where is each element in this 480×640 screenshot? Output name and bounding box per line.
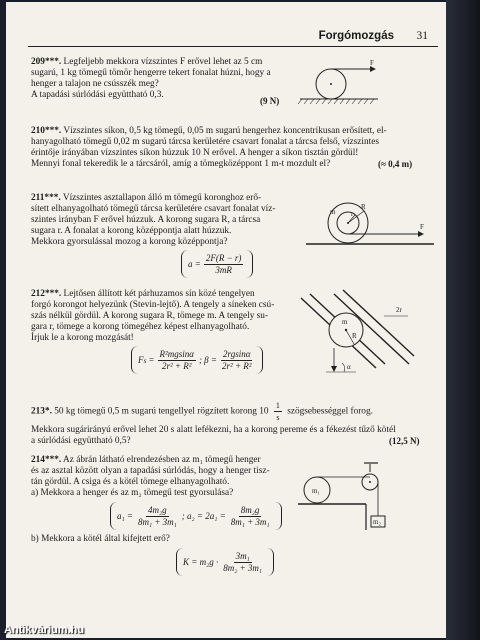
problem-text-line: sugara r. A fonalat a korong középpontja alatt húzzuk.: [31, 226, 232, 236]
formula-fraction: [158, 349, 196, 372]
problem-text-line: szögsebességgel forog.: [287, 406, 373, 417]
problem-text-line: Mekkora sugárirányú erővel lehet 20 s alatt lefékezni, ha a korong pereme és a fékezést tűző kötél: [31, 425, 396, 435]
problem-number: 213*.: [31, 406, 52, 417]
figure-disk-on-table: [306, 198, 436, 254]
problem-214: [31, 455, 301, 499]
problem-text-line: Mekkora gyorsulással mozog a korong középpontja?: [31, 237, 228, 247]
inner-radius-label: r: [351, 210, 354, 218]
force-label: F: [420, 223, 424, 231]
axle-label: 2r: [396, 306, 402, 314]
problem-text-line: forgó korongot helyezünk (Stevin-lejtő). A tengely a síneken csú-: [31, 300, 275, 310]
figure-cylinder-pull: [298, 60, 382, 108]
unit-denominator: s: [276, 413, 280, 422]
problem-text-line: szás nélkül gördül. A korong sugara R, tömege m. A tengely su-: [31, 311, 269, 321]
problem-number: 212***.: [31, 289, 62, 299]
formula-denominator: 2r² + R²: [222, 360, 252, 371]
formula-fraction: [229, 505, 272, 528]
problem-text-line: 50 kg tömegű 0,5 m sugarú tengellyel rögzített korong 10: [54, 406, 269, 417]
problem-text-line: A tapadási súrlódási együttható 0,3.: [31, 90, 164, 100]
problem-answer: (≈ 0,4 m): [378, 159, 413, 169]
problem-214-part-b: b) Mekkora a kötél által kifejtett erő?: [31, 534, 170, 544]
figure-stevin-incline: [296, 290, 416, 376]
problem-text-line: Mennyi fonal tekeredik le a tárcsáról, amíg a tömegközéppont 1 m-t mozdult el?: [31, 159, 331, 169]
book-page: [6, 2, 446, 638]
problem-text-line: érintője irányában vízszintes síkon húzzuk 10 N erővel. A henger a síkon tisztán gördül!: [31, 148, 359, 158]
outer-radius-label: R: [361, 203, 366, 211]
formula-lhs: a =: [188, 259, 201, 269]
problem-text-line: henger a talajon ne csússzék meg?: [31, 79, 159, 89]
figure-pulley-system: [298, 458, 394, 532]
problem-number: 211***.: [31, 193, 61, 203]
block-mass-label: m₂: [373, 518, 381, 526]
book-spine: [446, 0, 480, 640]
problem-answer: (12,5 N): [389, 436, 420, 446]
problem-text-line: Legfeljebb mekkora vízszintes F erővel lehet az 5 cm: [63, 57, 263, 67]
problem-text-line: Lejtősen állított két párhuzamos sín közé tengelyen: [63, 289, 255, 299]
angle-label: α: [347, 363, 351, 371]
formula-lhs: K = m₂g ·: [183, 557, 219, 567]
chapter-title: Forgómozgás: [318, 30, 394, 42]
problem-text-line: Írjuk le a korong mozgását!: [31, 333, 134, 343]
formula-fraction: [204, 253, 244, 276]
solution-formula-a: [110, 502, 282, 530]
formula-denominator: 8m₁ + 3m₁: [230, 516, 270, 527]
problem-text-line: sugarú, 1 kg tömegű tömör hengerre tekert fonalat húzni, hogy a: [31, 68, 271, 78]
problem-number: 214***.: [31, 455, 62, 465]
formula-numerator: 8m₂g: [240, 504, 260, 515]
mass-label: m: [330, 208, 336, 216]
watermark-logo: Antikvárium.hu: [4, 624, 85, 636]
problem-number: 210***.: [31, 126, 62, 136]
formula-lhs: a₁ =: [117, 511, 133, 521]
problem-text-line: gara r, tömege a korong tömegéhez képest elhanyagolható.: [31, 322, 250, 332]
formula-denominator: 3mR: [215, 264, 232, 275]
unit-numerator: 1: [275, 401, 280, 410]
formula-separator: ; a₂ = 2a₁ =: [181, 511, 226, 521]
problem-text-line: Vízszintes síkon, 0,5 kg tömegű, 0,05 m sugarú hengerhez koncentrikusan erősített, el-: [63, 126, 387, 136]
unit-fraction: [274, 400, 282, 423]
formula-numerator: 2F(R − r): [205, 252, 242, 263]
problem-text-line: a súrlódási együttható 0,5?: [31, 436, 131, 446]
problem-text-line: a) Mekkora a henger és az m₂ tömegű test gyorsulása?: [31, 488, 234, 498]
formula-denominator: 8m₁ + 3m₁: [137, 516, 177, 527]
force-label: F: [370, 59, 374, 67]
solution-formula: [181, 250, 253, 278]
formula-fraction: [136, 505, 179, 528]
mass-label: m: [342, 318, 348, 326]
problem-text-line: szintes irányban F erővel húzzuk. A korong sugara R, a tárcsa: [31, 215, 261, 225]
page-header: [28, 22, 438, 47]
formula-numerator: 2rgsinα: [223, 348, 251, 359]
problem-210: [31, 126, 431, 170]
formula-denominator: 2r² + R²: [161, 360, 192, 371]
formula-denominator: 8m₂ + 3m₁: [223, 562, 263, 573]
problem-209: [31, 57, 301, 101]
formula-fraction: [220, 349, 253, 372]
solution-formula-b: [176, 548, 274, 576]
formula-numerator: R²mgsinα: [159, 348, 194, 359]
problem-text-line: és az asztal között olyan a tapadási súrlódás, hogy a henger tisz-: [31, 466, 270, 476]
formula-separator: ; β =: [198, 355, 217, 365]
problem-211: [31, 193, 296, 248]
solution-formula: [131, 346, 263, 374]
problem-213: [31, 400, 431, 423]
problem-213-continued: [31, 425, 431, 447]
cylinder-mass-label: m₁: [312, 487, 320, 495]
problem-answer: (9 N): [260, 96, 280, 106]
formula-equals: =: [148, 355, 155, 365]
page-number: 31: [416, 30, 428, 42]
problem-text-line: hanyagolható tömegű 0,02 m sugarú tárcsa kerületére csavart fonalat a tárcsa felső, vízszintes: [31, 137, 379, 147]
radius-label: R: [352, 332, 357, 340]
problem-text-line: Az ábrán látható elrendezésben az m₁ tömegű henger: [63, 455, 261, 465]
problem-212: [31, 289, 291, 344]
formula-subscript: s: [143, 355, 147, 365]
formula-fraction: [221, 551, 264, 574]
formula-numerator: 4m₂g: [148, 504, 167, 515]
formula-numerator: 3m₁: [235, 550, 250, 561]
problem-text-line: tán gördül. A csiga és a kötél tömege elhanyagolható.: [31, 477, 230, 487]
problem-text-line: sített elhanyagolható tömegű tárcsa kerületére csavart fonalat víz-: [31, 204, 276, 214]
problem-number: 209***.: [31, 57, 62, 67]
problem-text-line: Vízszintes asztallapon álló m tömegű koronghoz erő-: [62, 193, 262, 203]
formula-lhs: F: [138, 355, 144, 365]
